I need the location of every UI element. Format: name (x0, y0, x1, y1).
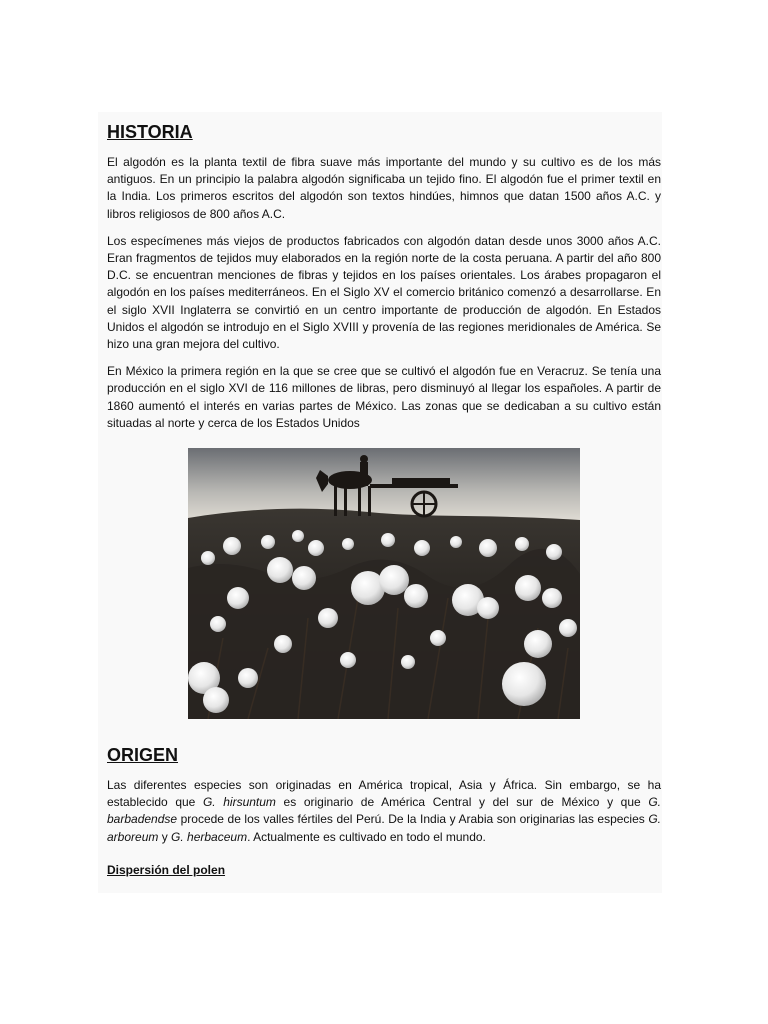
species-name: G. arboreum (107, 812, 661, 844)
document-content (107, 116, 661, 879)
origen-text-4: y (158, 829, 172, 844)
species-name: G. barbadendse (107, 795, 661, 827)
origen-text-1: Las diferentes especies son originadas en América tropical, Asia y África. Sin embargo, se ha establecido que (107, 778, 661, 810)
origen-text-2: es originario de América Central y del sur de México y que (275, 795, 649, 810)
species-name: G. hirsuntum (202, 795, 276, 810)
species-name: G. herbaceum (171, 829, 248, 844)
paragraph-origen (107, 777, 661, 846)
origen-text-5: . Actualmente es cultivado en todo el mundo. (247, 829, 486, 844)
subheading-dispersion: Dispersión del polen (107, 862, 226, 877)
cotton-field-photo (188, 448, 580, 719)
paragraph-historia-2: Los especímenes más viejos de productos fabricados con algodón datan desde unos 3000 años A.C. Eran fragmentos de tejidos muy elaborados en la región norte de la costa peruana. A partir del año 800 D.C. se encuentran menciones de fibras y tejidos en los países orientales. Los árabes propagaron el algodón en los países mediterráneos. En el Siglo XV el comercio británico comenzó a desarrollarse. En el siglo XVII Inglaterra se convirtió en un centro importante de producción de algodón. En Estados Unidos el algodón se introdujo en el Siglo XVIII y provenía de las regiones meridionales de América. Se hizo una gran mejora del cultivo. (107, 233, 661, 352)
section-heading-origen: ORIGEN (107, 745, 179, 766)
paragraph-historia-3: En México la primera región en la que se cree que se cultivó el algodón fue en Veracruz. Se tenía una producción en el siglo XVI de 116 millones de libras, pero disminuyó al llegar los españoles. A partir de 1860 aumentó el interés en varias partes de México. Las zonas que se dedicaban a su cultivo están situadas al norte y cerca de los Estados Unidos (107, 364, 661, 430)
section-heading-historia: HISTORIA (107, 122, 193, 142)
paragraph-historia-1: El algodón es la planta textil de fibra suave más importante del mundo y su cultivo es de los más antiguos. En un principio la palabra algodón significaba un tejido fino. El algodón fue el primer textil en la India. Los primeros escritos del algodón son textos hindúes, himnos que datan 1500 años A.C. y libros religiosos de 800 años A.C. (107, 155, 661, 221)
origen-text-3: procede de los valles fértiles del Perú. De la India y Arabia son originarias las especies (177, 812, 649, 827)
